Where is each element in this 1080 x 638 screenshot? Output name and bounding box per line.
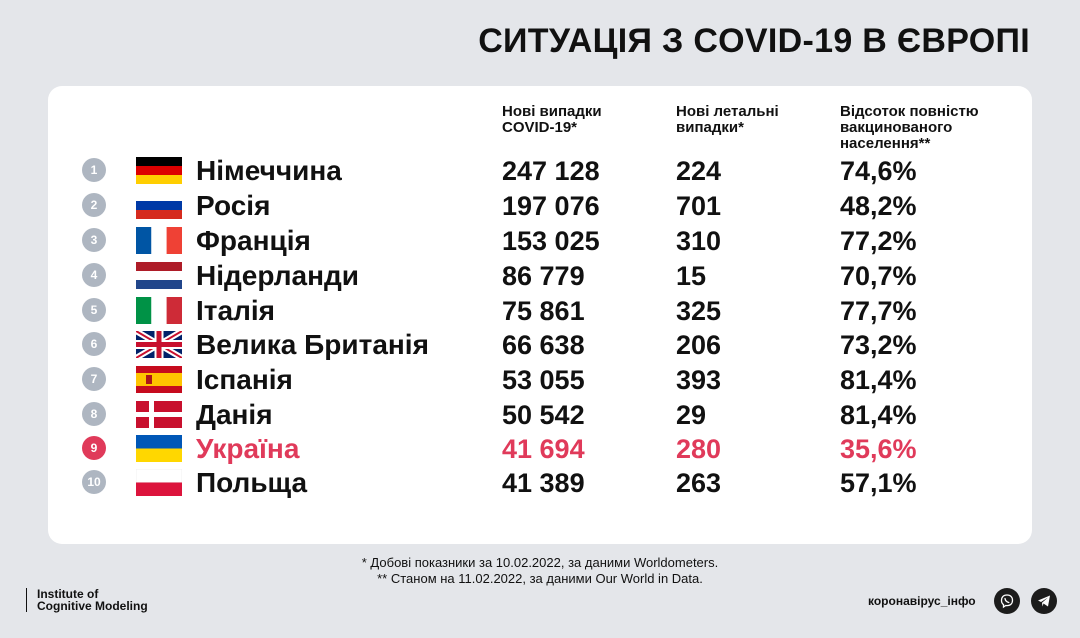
new-deaths-value: 393 xyxy=(676,365,722,395)
rank-badge: 1 xyxy=(82,158,106,182)
vaccinated-value: 77,7% xyxy=(840,296,917,326)
denmark-flag xyxy=(136,401,182,428)
footnote-cases: * Добові показники за 10.02.2022, за даними Worldometers. xyxy=(361,555,719,570)
vaccinated-value: 81,4% xyxy=(840,400,917,430)
rank-badge: 6 xyxy=(82,332,106,356)
country-name: Данія xyxy=(196,399,273,430)
new-cases-value: 53 055 xyxy=(502,365,585,395)
country-name: Росія xyxy=(196,190,271,221)
new-cases-value: 41 694 xyxy=(502,434,585,464)
vaccinated-value: 77,2% xyxy=(840,226,917,256)
vaccinated-value: 57,1% xyxy=(840,468,917,498)
new-deaths-value: 325 xyxy=(676,296,722,326)
vaccinated-value: 73,2% xyxy=(840,330,917,360)
new-deaths-value: 310 xyxy=(676,226,722,256)
viber-icon[interactable] xyxy=(994,588,1020,614)
poland-flag xyxy=(136,469,182,496)
page-title: СИТУАЦІЯ З COVID-19 В ЄВРОПІ xyxy=(478,22,1030,60)
new-deaths-value: 15 xyxy=(676,261,707,291)
new-cases-value: 247 128 xyxy=(502,156,600,186)
country-name: Польща xyxy=(196,467,308,498)
country-name: Іспанія xyxy=(196,364,293,395)
new-deaths-value: 29 xyxy=(676,400,707,430)
new-cases-value: 197 076 xyxy=(502,191,600,221)
rank-badge: 4 xyxy=(82,263,106,287)
country-name: Україна xyxy=(196,433,300,464)
new-cases-value: 66 638 xyxy=(502,330,585,360)
new-deaths-value: 206 xyxy=(676,330,722,360)
new-deaths-value: 263 xyxy=(676,468,722,498)
spain-flag xyxy=(136,366,182,393)
rank-badge: 2 xyxy=(82,193,106,217)
vaccinated-value: 81,4% xyxy=(840,365,917,395)
new-deaths-value: 701 xyxy=(676,191,722,221)
table-row xyxy=(0,259,1080,293)
new-deaths-value: 280 xyxy=(676,434,722,464)
france-flag xyxy=(136,227,182,254)
new-cases-value: 75 861 xyxy=(502,296,585,326)
vaccinated-value: 35,6% xyxy=(840,434,917,464)
table-row xyxy=(0,294,1080,328)
country-name: Італія xyxy=(196,295,275,326)
rank-badge: 10 xyxy=(82,470,106,494)
country-name: Німеччина xyxy=(196,155,342,186)
table-row xyxy=(0,466,1080,500)
rank-badge: 7 xyxy=(82,367,106,391)
vaccinated-value: 70,7% xyxy=(840,261,917,291)
table-row xyxy=(0,189,1080,223)
country-name: Нідерланди xyxy=(196,260,360,291)
netherlands-flag xyxy=(136,262,182,289)
table-row xyxy=(0,432,1080,466)
italy-flag xyxy=(136,297,182,324)
header-new-deaths: Нові летальні випадки* xyxy=(676,103,779,136)
table-row xyxy=(0,398,1080,432)
rank-badge: 5 xyxy=(82,298,106,322)
country-name: Велика Британія xyxy=(196,329,429,360)
uk-flag xyxy=(136,331,182,358)
rank-badge: 8 xyxy=(82,402,106,426)
germany-flag xyxy=(136,157,182,184)
new-cases-value: 41 389 xyxy=(502,468,585,498)
country-name: Франція xyxy=(196,225,311,256)
new-cases-value: 153 025 xyxy=(502,226,600,256)
table-row xyxy=(0,363,1080,397)
social-handle: коронавірус_інфо xyxy=(868,594,976,608)
ukraine-flag xyxy=(136,435,182,462)
table-row xyxy=(0,154,1080,188)
table-row xyxy=(0,224,1080,258)
russia-flag xyxy=(136,192,182,219)
table-row xyxy=(0,328,1080,362)
telegram-icon[interactable] xyxy=(1031,588,1057,614)
vaccinated-value: 74,6% xyxy=(840,156,917,186)
vaccinated-value: 48,2% xyxy=(840,191,917,221)
rank-badge: 3 xyxy=(82,228,106,252)
header-vaccinated: Відсоток повністю вакцинованого населення** xyxy=(840,103,979,152)
rank-badge: 9 xyxy=(82,436,106,460)
new-deaths-value: 224 xyxy=(676,156,722,186)
footnote-vaccination: ** Станом на 11.02.2022, за даними Our World in Data. xyxy=(377,571,703,586)
new-cases-value: 50 542 xyxy=(502,400,585,430)
brand-logo: Institute of Cognitive Modeling xyxy=(26,588,148,612)
header-new-cases: Нові випадки COVID-19* xyxy=(502,103,602,136)
new-cases-value: 86 779 xyxy=(502,261,585,291)
